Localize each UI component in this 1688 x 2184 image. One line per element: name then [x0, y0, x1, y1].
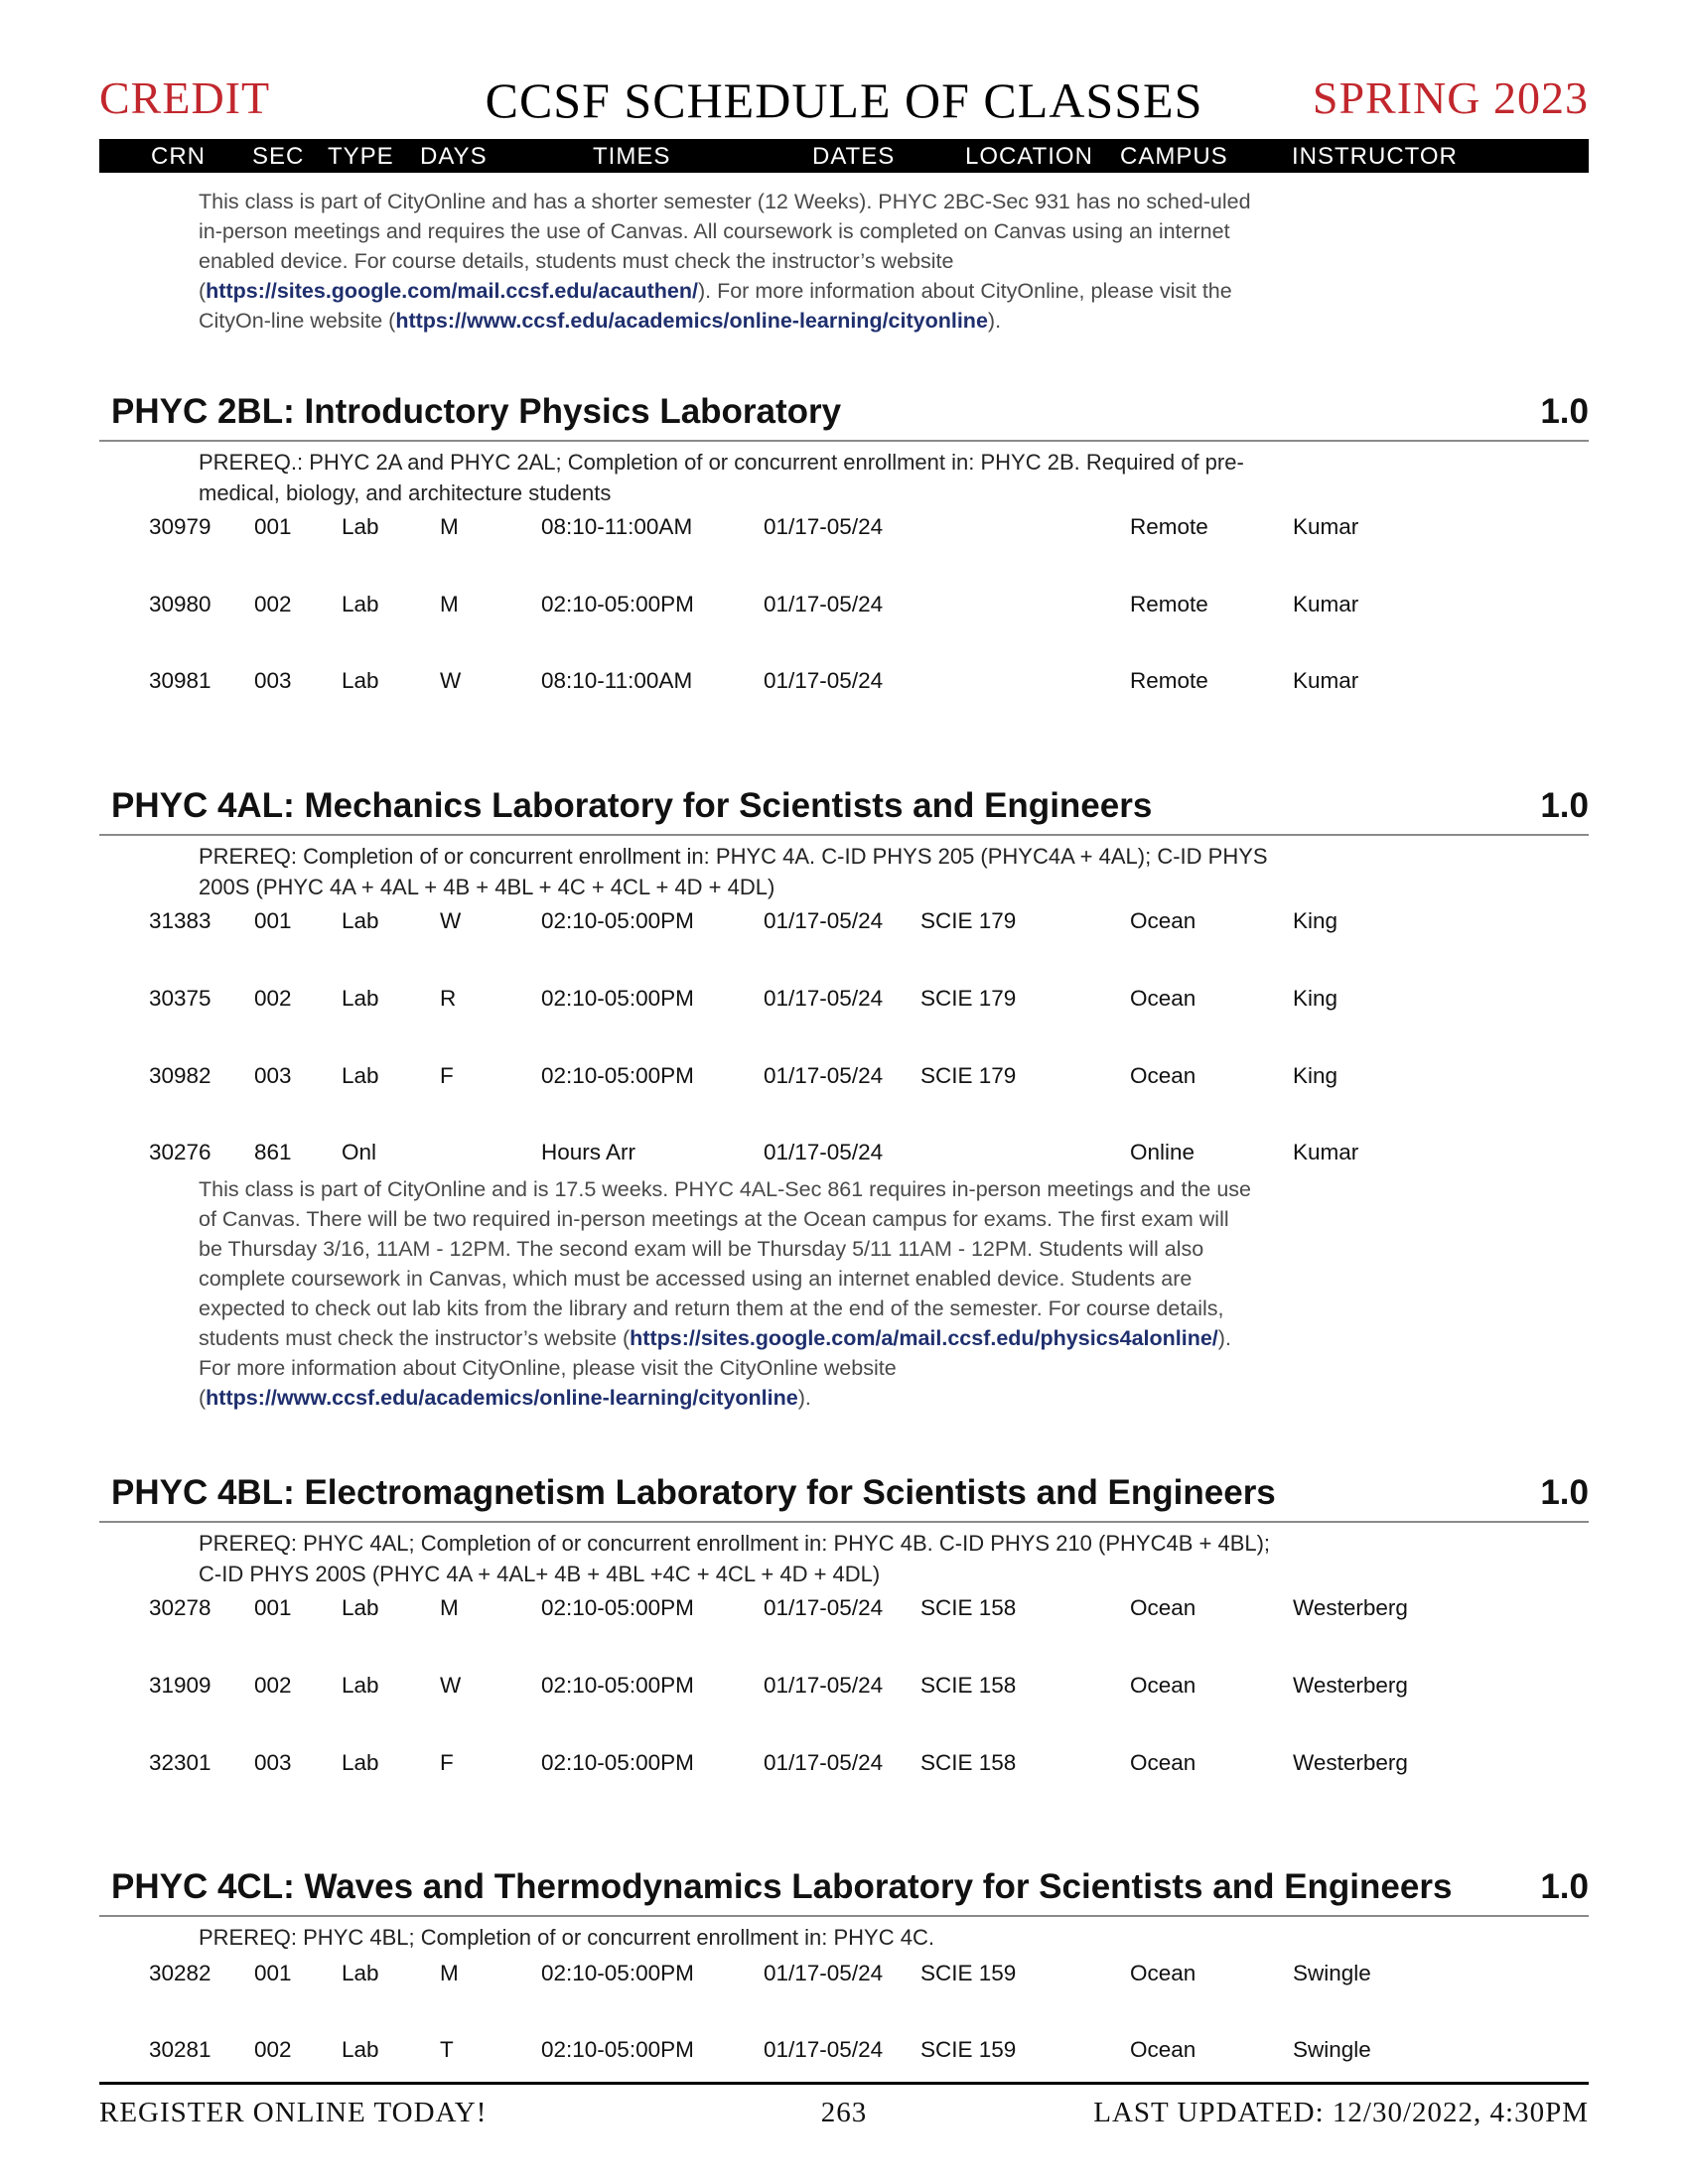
dates: 01/17-05/24: [764, 1961, 884, 1985]
location: SCIE 158: [920, 1673, 1017, 1698]
course-units: 1.0: [1540, 1867, 1589, 1906]
instructor-website-link[interactable]: https://sites.google.com/a/mail.ccsf.edu/physics4alonline/: [630, 1326, 1218, 1350]
course-divider: [99, 1915, 1589, 1917]
location: SCIE 159: [920, 1961, 1017, 1985]
instructor: Kumar: [1293, 1140, 1359, 1164]
footer-last-updated: LAST UPDATED: 12/30/2022, 4:30PM: [1093, 2097, 1589, 2128]
course-title: PHYC 2BL: Introductory Physics Laboratory: [111, 392, 842, 431]
course-divider: [99, 440, 1589, 442]
instructor: King: [1293, 908, 1338, 933]
type: Lab: [342, 1961, 379, 1985]
campus: Ocean: [1130, 908, 1196, 933]
sec: 002: [254, 2037, 292, 2062]
col-sec: SEC: [252, 143, 305, 170]
times: 02:10-05:00PM: [541, 1961, 694, 1985]
cityonline-note: [199, 187, 1251, 336]
campus: Ocean: [1130, 1063, 1196, 1088]
section-row: [0, 986, 1688, 1018]
times: 08:10-11:00AM: [541, 668, 693, 693]
footer-divider: [99, 2082, 1589, 2085]
crn: 31383: [149, 908, 211, 933]
sec: 001: [254, 1961, 292, 1985]
col-dates: DATES: [812, 143, 896, 170]
section-row: [0, 1140, 1688, 1171]
campus: Online: [1130, 1140, 1196, 1164]
page-title: CCSF SCHEDULE OF CLASSES: [485, 72, 1203, 128]
col-type: TYPE: [328, 143, 394, 170]
instructor: Kumar: [1293, 592, 1359, 616]
cityonline-note: [199, 1174, 1251, 1413]
times: 02:10-05:00PM: [541, 1750, 694, 1775]
section-row: [0, 1961, 1688, 1992]
campus: Ocean: [1130, 1961, 1196, 1985]
location: SCIE 179: [920, 986, 1017, 1011]
crn: 30276: [149, 1140, 211, 1164]
type: Lab: [342, 908, 379, 933]
note-text: This class is part of CityOnline and has a shorter semester (12 Weeks). PHYC 2BC-Sec 931 has no sched-uled in-person meetings and requires the use of Canvas. All coursework is completed on Canvas using an internet enabled device. For course details, students must check the instructor’s website (: [199, 190, 1251, 303]
section-row: [0, 668, 1688, 700]
times: 02:10-05:00PM: [541, 986, 694, 1011]
dates: 01/17-05/24: [764, 2037, 884, 2062]
days: M: [440, 592, 459, 616]
dates: 01/17-05/24: [764, 514, 884, 539]
type: Lab: [342, 514, 379, 539]
instructor: King: [1293, 986, 1338, 1011]
header-term-label: SPRING 2023: [1312, 72, 1589, 123]
course-units: 1.0: [1540, 392, 1589, 431]
crn: 30282: [149, 1961, 211, 1985]
course-units: 1.0: [1540, 1473, 1589, 1512]
page-number: 263: [820, 2097, 868, 2128]
location: SCIE 179: [920, 1063, 1017, 1088]
type: Lab: [342, 668, 379, 693]
days: T: [440, 2037, 454, 2062]
instructor: Westerberg: [1293, 1750, 1408, 1775]
times: 02:10-05:00PM: [541, 1595, 694, 1620]
dates: 01/17-05/24: [764, 668, 884, 693]
sec: 003: [254, 668, 292, 693]
page-header: [99, 71, 1589, 131]
times: 08:10-11:00AM: [541, 514, 693, 539]
course-divider: [99, 834, 1589, 836]
times: 02:10-05:00PM: [541, 2037, 694, 2062]
type: Lab: [342, 986, 379, 1011]
header-credit-label: CREDIT: [99, 72, 271, 123]
note-text: ).: [987, 309, 1002, 333]
sec: 001: [254, 908, 292, 933]
col-campus: CAMPUS: [1120, 143, 1228, 170]
days: W: [440, 1673, 462, 1698]
crn: 30281: [149, 2037, 211, 2062]
sec: 002: [254, 592, 292, 616]
times: Hours Arr: [541, 1140, 636, 1164]
crn: 30981: [149, 668, 211, 693]
cityonline-website-link[interactable]: https://www.ccsf.edu/academics/online-learning/cityonline: [395, 309, 988, 333]
days: M: [440, 1595, 459, 1620]
campus: Remote: [1130, 592, 1208, 616]
dates: 01/17-05/24: [764, 908, 884, 933]
location: SCIE 158: [920, 1595, 1017, 1620]
instructor: Westerberg: [1293, 1673, 1408, 1698]
days: F: [440, 1063, 454, 1088]
days: R: [440, 986, 457, 1011]
crn: 32301: [149, 1750, 211, 1775]
section-row: [0, 592, 1688, 623]
campus: Ocean: [1130, 986, 1196, 1011]
campus: Ocean: [1130, 2037, 1196, 2062]
crn: 30375: [149, 986, 211, 1011]
course-prereq: PREREQ: PHYC 4BL; Completion of or concurrent enrollment in: PHYC 4C.: [199, 1925, 934, 1950]
instructor-website-link[interactable]: https://sites.google.com/mail.ccsf.edu/acauthen/: [206, 279, 698, 303]
cityonline-website-link[interactable]: https://www.ccsf.edu/academics/online-learning/cityonline: [206, 1386, 798, 1410]
dates: 01/17-05/24: [764, 1750, 884, 1775]
instructor: Swingle: [1293, 2037, 1371, 2062]
campus: Remote: [1130, 668, 1208, 693]
section-row: [0, 2037, 1688, 2069]
type: Lab: [342, 1750, 379, 1775]
col-location: LOCATION: [965, 143, 1093, 170]
type: Onl: [342, 1140, 377, 1164]
type: Lab: [342, 592, 379, 616]
location: SCIE 179: [920, 908, 1017, 933]
dates: 01/17-05/24: [764, 1595, 884, 1620]
times: 02:10-05:00PM: [541, 592, 694, 616]
times: 02:10-05:00PM: [541, 908, 694, 933]
times: 02:10-05:00PM: [541, 1673, 694, 1698]
days: W: [440, 908, 462, 933]
sec: 001: [254, 1595, 292, 1620]
days: M: [440, 1961, 459, 1985]
times: 02:10-05:00PM: [541, 1063, 694, 1088]
section-row: [0, 1673, 1688, 1705]
course-prereq: PREREQ.: PHYC 2A and PHYC 2AL; Completion of or concurrent enrollment in: PHYC 2B. Required of pre-medical, biology, and architecture students: [199, 450, 1244, 505]
course-prereq: PREREQ: Completion of or concurrent enrollment in: PHYC 4A. C-ID PHYS 205 (PHYC4A + 4AL); C-ID PHYS 200S (PHYC 4A + 4AL + 4B + 4BL + 4C + 4CL + 4D + 4DL): [199, 844, 1268, 899]
column-header-bar: [99, 139, 1589, 173]
sec: 001: [254, 514, 292, 539]
col-instructor: INSTRUCTOR: [1292, 143, 1458, 170]
note-text: ). For more information about CityOnline, please visit the CityOnline website (: [199, 1326, 1231, 1410]
sec: 003: [254, 1750, 292, 1775]
instructor: Kumar: [1293, 668, 1359, 693]
section-row: [0, 1750, 1688, 1782]
course-prereq: PREREQ: PHYC 4AL; Completion of or concurrent enrollment in: PHYC 4B. C-ID PHYS 210 (PHYC4B + 4BL); C-ID PHYS 200S (PHYC 4A + 4AL+ 4B + 4BL +4C + 4CL + 4D + 4DL): [199, 1531, 1271, 1586]
campus: Ocean: [1130, 1595, 1196, 1620]
note-text: ). For more information about CityOnline, please visit the CityOn-line website (: [199, 279, 1232, 333]
instructor: Westerberg: [1293, 1595, 1408, 1620]
location: SCIE 159: [920, 2037, 1017, 2062]
note-text: This class is part of CityOnline and is 17.5 weeks. PHYC 4AL-Sec 861 requires in-person meetings and the use of Canvas. There will be two required in-person meetings at the Ocean campus for exams. The first exam will be Thursday 3/16, 11AM - 12PM. The second exam will be Thursday 5/11 11AM - 12PM. Students will also complete coursework in Canvas, which must be accessed using an internet enabled device. Students are expected to check out lab kits from the library and return them at the end of the semester. For course details, students must check the instructor’s website (: [199, 1177, 1251, 1350]
crn: 30982: [149, 1063, 211, 1088]
note-text: ).: [797, 1386, 811, 1410]
dates: 01/17-05/24: [764, 592, 884, 616]
col-crn: CRN: [151, 143, 206, 170]
course-divider: [99, 1521, 1589, 1523]
crn: 31909: [149, 1673, 211, 1698]
campus: Remote: [1130, 514, 1208, 539]
days: M: [440, 514, 459, 539]
course-title: PHYC 4AL: Mechanics Laboratory for Scientists and Engineers: [111, 786, 1153, 825]
footer-register-text: REGISTER ONLINE TODAY!: [99, 2097, 488, 2128]
crn: 30979: [149, 514, 211, 539]
campus: Ocean: [1130, 1750, 1196, 1775]
type: Lab: [342, 1063, 379, 1088]
sec: 002: [254, 1673, 292, 1698]
course-title: PHYC 4CL: Waves and Thermodynamics Laboratory for Scientists and Engineers: [111, 1867, 1453, 1906]
course-title: PHYC 4BL: Electromagnetism Laboratory for Scientists and Engineers: [111, 1473, 1276, 1512]
section-row: [0, 514, 1688, 546]
col-times: TIMES: [593, 143, 671, 170]
crn: 30278: [149, 1595, 211, 1620]
dates: 01/17-05/24: [764, 1063, 884, 1088]
location: SCIE 158: [920, 1750, 1017, 1775]
dates: 01/17-05/24: [764, 986, 884, 1011]
section-row: [0, 908, 1688, 940]
days: W: [440, 668, 462, 693]
type: Lab: [342, 1595, 379, 1620]
instructor: Swingle: [1293, 1961, 1371, 1985]
instructor: King: [1293, 1063, 1338, 1088]
type: Lab: [342, 1673, 379, 1698]
sec: 002: [254, 986, 292, 1011]
instructor: Kumar: [1293, 514, 1359, 539]
sec: 003: [254, 1063, 292, 1088]
dates: 01/17-05/24: [764, 1673, 884, 1698]
type: Lab: [342, 2037, 379, 2062]
section-row: [0, 1063, 1688, 1095]
campus: Ocean: [1130, 1673, 1196, 1698]
section-row: [0, 1595, 1688, 1627]
sec: 861: [254, 1140, 292, 1164]
days: F: [440, 1750, 454, 1775]
col-days: DAYS: [420, 143, 488, 170]
crn: 30980: [149, 592, 211, 616]
course-units: 1.0: [1540, 786, 1589, 825]
dates: 01/17-05/24: [764, 1140, 884, 1164]
